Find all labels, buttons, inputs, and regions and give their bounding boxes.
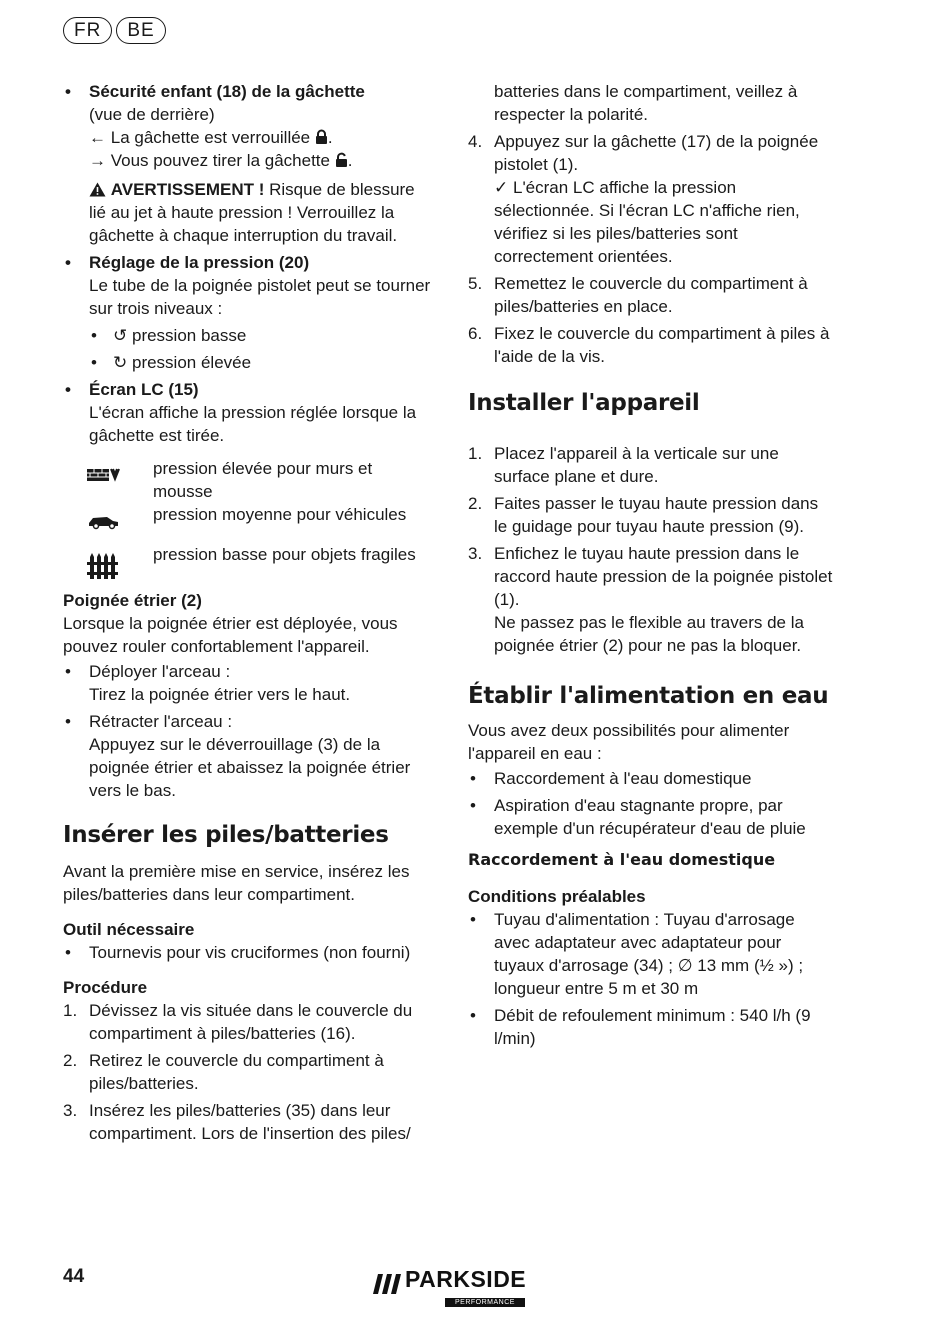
page-number: 44 <box>63 1266 85 1287</box>
batteries-section <box>63 820 433 1145</box>
handle-text: Lorsque la poignée étrier est déployée, vous pouvez rouler confortablement l'appareil. <box>63 614 398 656</box>
pressure-low-item: • ↺ pression basse <box>91 326 247 345</box>
logo-slashes-icon <box>373 1274 403 1294</box>
safety-unlocked-line: → Vous pouvez tirer la gâchette . <box>89 151 353 170</box>
lock-closed-icon <box>315 129 328 145</box>
logo-subtitle: PERFORMANCE <box>445 1298 525 1307</box>
water-intro: Vous avez deux possibilités pour alimenter l'appareil en eau : <box>468 721 790 763</box>
safety-warning <box>89 178 433 247</box>
batteries-heading: Insérer les piles/batteries <box>63 822 389 848</box>
arrow-left-icon: ← <box>89 128 106 147</box>
wall-icon <box>87 459 121 489</box>
tool-item: • Tournevis pour vis cruciformes (non fourni) <box>65 943 411 962</box>
procedure-step-2: 2. Retirez le couvercle du compartiment à piles/batteries. <box>63 1051 384 1093</box>
lcd-text: L'écran affiche la pression réglée lorsque la gâchette est tirée. <box>89 403 417 445</box>
water-section <box>468 681 834 1050</box>
procedure-step-4-result: ✓ L'écran LC affiche la pression sélectionnée. Si l'écran LC n'affiche rien, vérifiez si les piles/batteries sont correctement orientées. <box>494 178 800 266</box>
fence-icon <box>87 551 121 581</box>
right-column <box>468 80 834 1054</box>
safety-title: Sécurité enfant (18) de la gâchette <box>89 82 365 101</box>
safety-item: • Sécurité enfant (18) de la gâchette (vue de derrière) ← La gâchette est verrouillée . → Vous pouvez tirer la gâchette . AVERTISSEMENT ! Risque de blessure lié au jet à haute pression ! Verrouillez la gâchette à chaque interruption du travail. <box>63 80 433 247</box>
water-option-2: • Aspiration d'eau stagnante propre, par exemple d'un récupérateur d'eau de pluie <box>470 796 806 838</box>
lcd-icon-label-car: pression moyenne pour véhicules <box>153 505 407 524</box>
water-heading: Établir l'alimentation en eau <box>468 683 829 709</box>
install-step-3-note: Ne passez pas le flexible au travers de la poignée étrier (2) pour ne pas la bloquer. <box>494 613 804 655</box>
household-water-heading: Raccordement à l'eau domestique <box>468 850 776 869</box>
parkside-logo <box>373 1266 527 1310</box>
procedure-step-4: 4. Appuyez sur la gâchette (17) de la poignée pistolet (1). ✓ L'écran LC affiche la pression sélectionnée. Si l'écran LC n'affiche rien, vérifiez si les piles/batteries sont correctement orientées. <box>468 130 834 268</box>
install-step-2: 2. Faites passer le tuyau haute pression dans le guidage pour tuyau haute pression (9). <box>468 494 819 536</box>
safety-locked-line: ← La gâchette est verrouillée . <box>89 128 333 147</box>
warning-icon <box>89 182 106 197</box>
handle-title: Poignée étrier (2) <box>63 591 202 610</box>
handle-retract-item: • Rétracter l'arceau : Appuyez sur le déverrouillage (3) de la poignée étrier et abaissez la poignée étrier vers le bas. <box>65 712 411 800</box>
logo-wordmark: PARKSIDE <box>405 1266 527 1292</box>
pressure-item: • Réglage de la pression (20) Le tube de la poignée pistolet peut se tourner sur trois niveaux : • ↺ pression basse • ↻ pression élevée <box>63 251 433 374</box>
warning-label: AVERTISSEMENT ! <box>110 180 265 199</box>
pressure-title: Réglage de la pression (20) <box>89 253 310 272</box>
lcd-icon-row-wall <box>63 457 433 503</box>
safety-subtitle: (vue de derrière) <box>89 105 215 124</box>
water-option-1: • Raccordement à l'eau domestique <box>470 769 752 788</box>
left-column <box>63 80 433 1149</box>
handle-deploy-item: • Déployer l'arceau : Tirez la poignée étrier vers le haut. <box>65 662 351 704</box>
procedure-step-5: 5. Remettez le couvercle du compartiment à piles/batteries en place. <box>468 274 808 316</box>
lcd-icon-label-fence: pression basse pour objets fragiles <box>153 545 416 564</box>
rotate-ccw-icon: ↺ <box>113 326 128 345</box>
install-step-3: 3. Enfichez le tuyau haute pression dans le raccord haute pression de la poignée pistolet (1). Ne passez pas le flexible au travers de la poignée étrier (2) pour ne pas la bloquer. <box>468 544 833 655</box>
procedure-step-6: 6. Fixez le couvercle du compartiment à piles à l'aide de la vis. <box>468 324 830 366</box>
rotate-cw-icon: ↻ <box>113 353 128 372</box>
lcd-icon-row-car <box>63 503 433 543</box>
handle-section <box>63 589 433 802</box>
arrow-right-icon: → <box>89 151 106 170</box>
procedure-title: Procédure <box>63 978 148 997</box>
install-step-1: 1. Placez l'appareil à la verticale sur une surface plane et dure. <box>468 444 779 486</box>
prereq-item-1: • Tuyau d'alimentation : Tuyau d'arrosage avec adaptateur avec adaptateur pour tuyaux d'arrosage (34) ; ∅ 13 mm (½ ») ; longueur entre 5 m et 30 m <box>470 910 804 998</box>
car-icon <box>87 505 121 535</box>
procedure-step-3-continued: batteries dans le compartiment, veillez à respecter la polarité. <box>494 82 798 124</box>
language-badges <box>63 17 166 44</box>
procedure-step-3: 3. Insérez les piles/batteries (35) dans leur compartiment. Lors de l'insertion des piles/ <box>63 1101 411 1143</box>
prereq-item-2: • Débit de refoulement minimum : 540 l/h (9 l/min) <box>470 1006 811 1048</box>
batteries-intro: Avant la première mise en service, insérez les piles/batteries dans leur compartiment. <box>63 862 410 904</box>
procedure-step-1: 1. Dévissez la vis située dans le couvercle du compartiment à piles/batteries (16). <box>63 1001 413 1043</box>
lcd-icon-row-fence <box>63 543 433 583</box>
lcd-title: Écran LC (15) <box>89 380 199 399</box>
prereq-title: Conditions préalables <box>468 887 646 906</box>
install-heading: Installer l'appareil <box>468 390 700 416</box>
lcd-icon-label-wall: pression élevée pour murs et mousse <box>153 459 373 501</box>
language-badge-fr: FR <box>63 17 112 44</box>
lock-open-icon <box>335 152 348 168</box>
pressure-text: Le tube de la poignée pistolet peut se tourner sur trois niveaux : <box>89 276 431 318</box>
checkmark-icon: ✓ <box>494 178 509 197</box>
warning-text: Risque de blessure lié au jet à haute pression ! Verrouillez la gâchette à chaque interruption du travail. <box>89 180 415 245</box>
lcd-item: • Écran LC (15) L'écran affiche la pression réglée lorsque la gâchette est tirée. <box>63 378 433 447</box>
pressure-high-item: • ↻ pression élevée <box>91 353 252 372</box>
install-section <box>468 388 834 657</box>
tool-title: Outil nécessaire <box>63 920 195 939</box>
lcd-icon-list <box>63 457 433 583</box>
country-badge-be: BE <box>116 17 165 44</box>
